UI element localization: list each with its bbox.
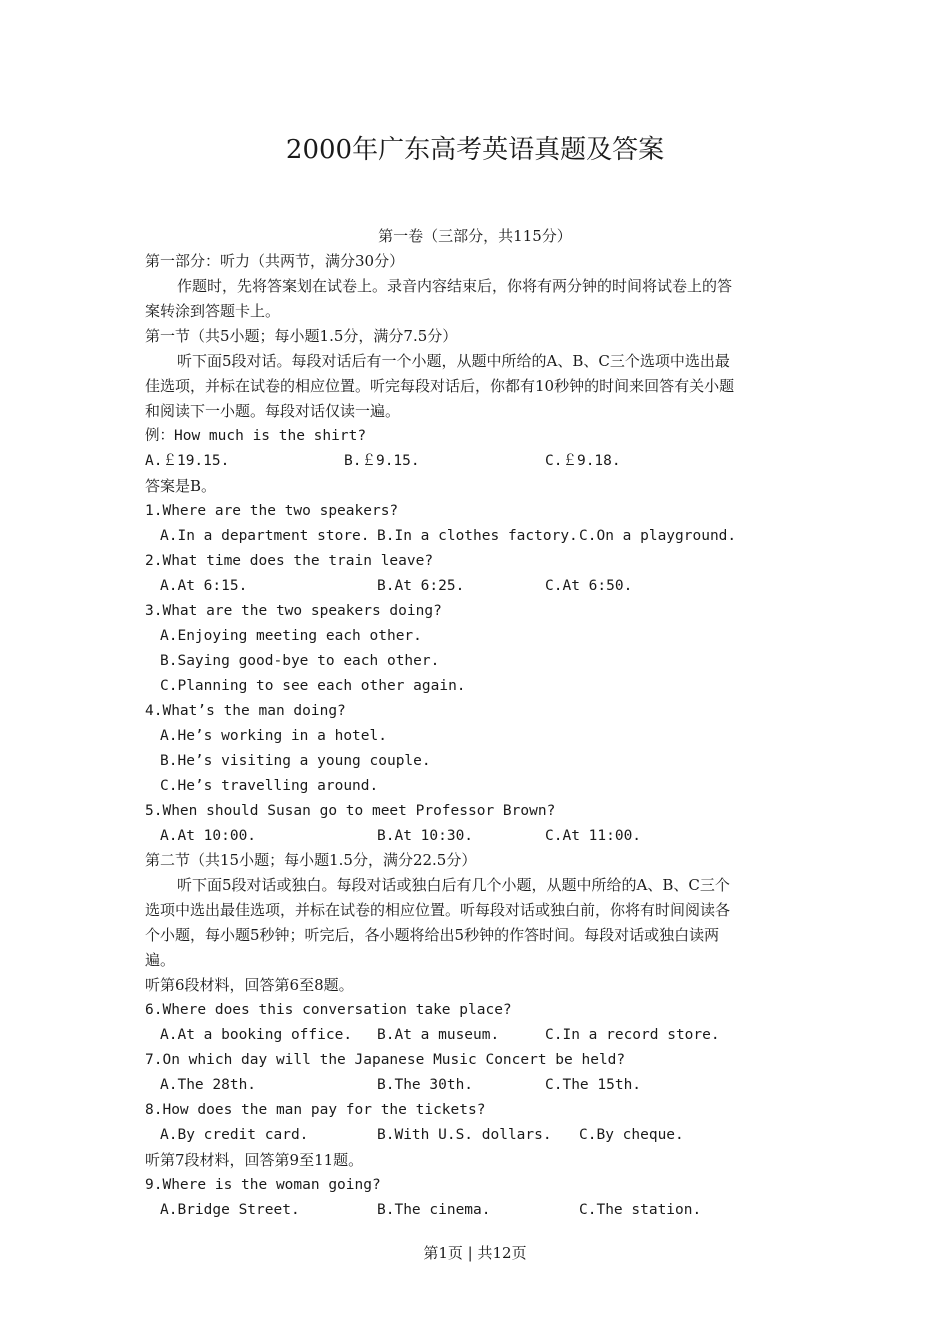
material-6-heading: 听第6段材料，回答第6至8题。 [145,976,354,994]
example-option-b: B.￡9.15. [344,453,420,469]
section1-instructions-line1: 听下面5段对话。每段对话后有一个小题，从题中所给的A、B、C三个选项中选出最 [177,352,730,370]
question-1: 1.Where are the two speakers? [145,503,399,519]
question-5: 5.When should Susan go to meet Professor Brown? [145,803,556,819]
page-footer: 第1页 | 共12页 [423,1244,527,1262]
q2-option-b: B.At 6:25. [377,578,465,594]
q6-option-c: C.In a record store. [545,1027,720,1043]
q5-option-c: C.At 11:00. [545,828,642,844]
question-2: 2.What time does the train leave? [145,553,434,569]
q7-option-c: C.The 15th. [545,1077,642,1093]
q4-option-a: A.He’s working in a hotel. [160,728,387,744]
section2-instructions-line2: 选项中选出最佳选项，并标在试卷的相应位置。听每段对话或独白前，你将有时间阅读各 [145,901,731,919]
q5-option-b: B.At 10:30. [377,828,474,844]
question-8: 8.How does the man pay for the tickets? [145,1102,486,1118]
q3-option-a: A.Enjoying meeting each other. [160,628,422,644]
example-option-c: C.￡9.18. [545,453,621,469]
material-7-heading: 听第7段材料，回答第9至11题。 [145,1151,364,1169]
part1-instructions-line1: 作题时，先将答案划在试卷上。录音内容结束后，你将有两分钟的时间将试卷上的答 [177,277,733,295]
q2-option-c: C.At 6:50. [545,578,633,594]
q1-option-c: C.On a playground. [579,528,737,544]
example-question: 例：How much is the shirt? [145,428,367,444]
example-option-a: A.￡19.15. [145,453,230,469]
q1-option-a: A.In a department store. [160,528,370,544]
page-title: 2000年广东高考英语真题及答案 [285,135,665,165]
section2-instructions-line3: 个小题，每小题5秒钟；听完后，各小题将给出5秒钟的作答时间。每段对话或独白读两 [145,926,720,944]
section2-instructions-line1: 听下面5段对话或独白。每段对话或独白后有几个小题，从题中所给的A、B、C三个 [177,876,730,894]
example-answer: 答案是B。 [145,477,217,495]
q3-option-c: C.Planning to see each other again. [160,678,466,694]
question-3: 3.What are the two speakers doing? [145,603,442,619]
section1-heading: 第一节（共5小题；每小题1.5分，满分7.5分） [145,327,458,345]
question-6: 6.Where does this conversation take place? [145,1002,512,1018]
part1-instructions-line2: 案转涂到答题卡上。 [145,302,281,320]
section2-instructions-line4: 遍。 [145,951,176,969]
q3-option-b: B.Saying good-bye to each other. [160,653,440,669]
part1-heading: 第一部分：听力（共两节，满分30分） [145,252,405,270]
q2-option-a: A.At 6:15. [160,578,248,594]
q8-option-c: C.By cheque. [579,1127,684,1143]
q9-option-c: C.The station. [579,1202,702,1218]
paper-section-heading: 第一卷（三部分，共115分） [378,227,572,245]
q7-option-a: A.The 28th. [160,1077,257,1093]
question-9: 9.Where is the woman going? [145,1177,381,1193]
section1-instructions-line2: 佳选项，并标在试卷的相应位置。听完每段对话后，你都有10秒钟的时间来回答有关小题 [145,377,735,395]
q5-option-a: A.At 10:00. [160,828,257,844]
question-4: 4.What’s the man doing? [145,703,346,719]
q4-option-c: C.He’s travelling around. [160,778,379,794]
q1-option-b: B.In a clothes factory. [377,528,578,544]
q4-option-b: B.He’s visiting a young couple. [160,753,431,769]
q6-option-a: A.At a booking office. [160,1027,353,1043]
section2-heading: 第二节（共15小题；每小题1.5分，满分22.5分） [145,851,477,869]
q9-option-b: B.The cinema. [377,1202,491,1218]
section1-instructions-line3: 和阅读下一小题。每段对话仅读一遍。 [145,402,401,420]
question-7: 7.On which day will the Japanese Music Concert be held? [145,1052,626,1068]
q9-option-a: A.Bridge Street. [160,1202,300,1218]
q6-option-b: B.At a museum. [377,1027,500,1043]
q8-option-a: A.By credit card. [160,1127,309,1143]
q8-option-b: B.With U.S. dollars. [377,1127,552,1143]
q7-option-b: B.The 30th. [377,1077,474,1093]
